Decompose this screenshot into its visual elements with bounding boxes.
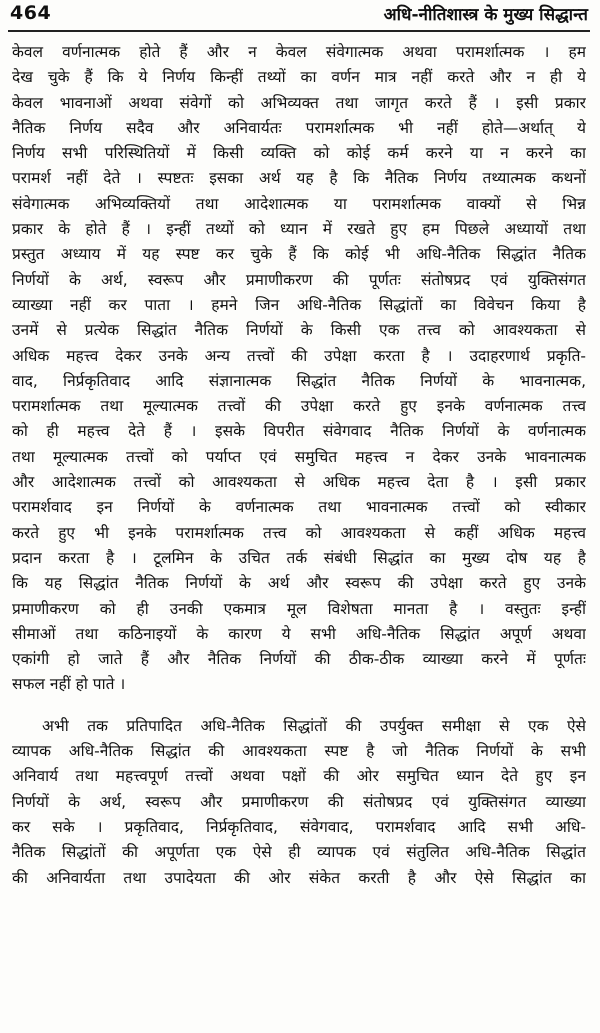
header-rule <box>8 30 590 32</box>
text-line: एकांगी हो जाते हैं और नैतिक निर्णयों की ठीक-ठीक व्याख्या करने में पूर्णतः <box>12 650 586 669</box>
text-line: अनिवार्य तथा महत्त्वपूर्ण तत्त्वों अथवा पक्षों की ओर समुचित ध्यान देते हुए इन <box>12 767 586 786</box>
text-line: प्रमाणीकरण को ही उनकी एकमात्र मूल विशेषता मानता है । वस्तुतः इन्हीं <box>12 599 586 618</box>
text-line: प्रदान करता है । टूलमिन के उचित तर्क संबंधी सिद्धांत का मुख्य दोष यह है <box>12 548 586 567</box>
text-line: उनमें से प्रत्येक सिद्धांत नैतिक निर्णयों के किसी एक तत्त्व को आवश्यकता से <box>12 321 586 340</box>
text-line: सीमाओं तथा कठिनाइयों के कारण ये सभी अधि-नैतिक सिद्धांत अपूर्ण अथवा <box>12 624 586 643</box>
body-text <box>12 40 586 891</box>
text-line: और आदेशात्मक तत्त्वों को आवश्यकता से अधिक महत्त्व देता है । इसी प्रकार <box>12 473 586 492</box>
paragraph <box>12 40 586 698</box>
text-line: व्यापक अधि-नैतिक सिद्धांत की आवश्यकता स्पष्ट है जो नैतिक निर्णयों के सभी <box>12 742 586 761</box>
text-line: तथा मूल्यात्मक तत्त्वों को पर्याप्त एवं समुचित महत्त्व न देकर उनके भावनात्मक <box>12 447 586 466</box>
text-line: करते हुए भी इनके परामर्शात्मक तत्त्व को आवश्यकता से कहीं अधिक महत्त्व <box>12 523 586 542</box>
page-header <box>10 2 588 32</box>
text-line: संवेगात्मक अभिव्यक्तियों तथा आदेशात्मक या परामर्शात्मक वाक्यों से भिन्न <box>12 194 586 213</box>
text-line: अधिक महत्त्व देकर उनके अन्य तत्त्वों की उपेक्षा करता है । उदाहरणार्थ प्रकृति- <box>12 346 586 365</box>
text-line: प्रस्तुत अध्याय में यह स्पष्ट कर चुके हैं कि कोई भी अधि-नैतिक सिद्धांत नैतिक <box>12 245 586 264</box>
page-number: 464 <box>10 2 52 24</box>
text-line: सफल नहीं हो पाते । <box>12 675 126 694</box>
text-line: कि यह सिद्धांत नैतिक निर्णयों के अर्थ और स्वरूप की उपेक्षा करते हुए उनके <box>12 574 586 593</box>
text-line: नैतिक निर्णय सदैव और अनिवार्यतः परामर्शात्मक भी नहीं होते—अर्थात् ये <box>12 118 586 137</box>
running-title: अधि-नीतिशास्त्र के मुख्य सिद्धान्त <box>383 5 588 25</box>
text-line: परामर्शात्मक तथा मूल्यात्मक तत्त्वों की उपेक्षा करते हुए इनके वर्णनात्मक तत्त्व <box>12 397 586 416</box>
text-line: परामर्श नहीं देते । स्पष्टतः इसका अर्थ यह है कि नैतिक निर्णय तथ्यात्मक कथनों <box>12 169 586 188</box>
paragraph <box>12 714 586 891</box>
text-line: कर सके । प्रकृतिवाद, निर्प्रकृतिवाद, संवेगवाद, परामर्शवाद आदि सभी अधि- <box>12 817 586 836</box>
text-line: अभी तक प्रतिपादित अधि-नैतिक सिद्धांतों की उपर्युक्त समीक्षा से एक ऐसे <box>42 716 586 735</box>
text-line: परामर्शवाद इन निर्णयों के वर्णनात्मक तथा भावनात्मक तत्त्वों को स्वीकार <box>12 498 586 517</box>
text-line: वाद, निर्प्रकृतिवाद आदि संज्ञानात्मक सिद्धांत नैतिक निर्णयों के भावनात्मक, <box>12 371 586 390</box>
text-line: निर्णयों के अर्थ, स्वरूप और प्रमाणीकरण की संतोषप्रद एवं युक्तिसंगत व्याख्या <box>12 792 586 811</box>
text-line: केवल वर्णनात्मक होते हैं और न केवल संवेगात्मक अथवा परामर्शात्मक । हम <box>12 43 586 61</box>
text-line: को ही महत्त्व देते हैं । इसके विपरीत संवेगवाद नैतिक निर्णयों के वर्णनात्मक <box>12 422 586 441</box>
text-line: केवल भावनाओं अथवा संवेगों को अभिव्यक्त तथा जागृत करते हैं । इसी प्रकार <box>12 93 586 112</box>
text-line: व्याख्या नहीं कर पाता । हमने जिन अधि-नैतिक सिद्धांतों का विवेचन किया है <box>12 295 586 314</box>
text-line: निर्णयों के अर्थ, स्वरूप और प्रमाणीकरण की पूर्णतः संतोषप्रद एवं युक्तिसंगत <box>12 270 586 289</box>
text-line: की अनिवार्यता तथा उपादेयता की ओर संकेत करती है और ऐसे सिद्धांत का <box>12 868 586 887</box>
paragraph-gap <box>12 698 586 714</box>
text-line: देख चुके हैं कि ये निर्णय किन्हीं तथ्यों का वर्णन मात्र नहीं करते और न ही ये <box>12 68 586 87</box>
text-line: निर्णय सभी परिस्थितियों में किसी व्यक्ति को कोई कर्म करने या न करने का <box>12 144 586 163</box>
text-line: प्रकार के होते हैं । इन्हीं तथ्यों को ध्यान में रखते हुए हम पिछले अध्यायों तथा <box>12 220 586 239</box>
text-line: नैतिक सिद्धांतों की अपूर्णता एक ऐसे ही व्यापक एवं संतुलित अधि-नैतिक सिद्धांत <box>12 843 586 862</box>
